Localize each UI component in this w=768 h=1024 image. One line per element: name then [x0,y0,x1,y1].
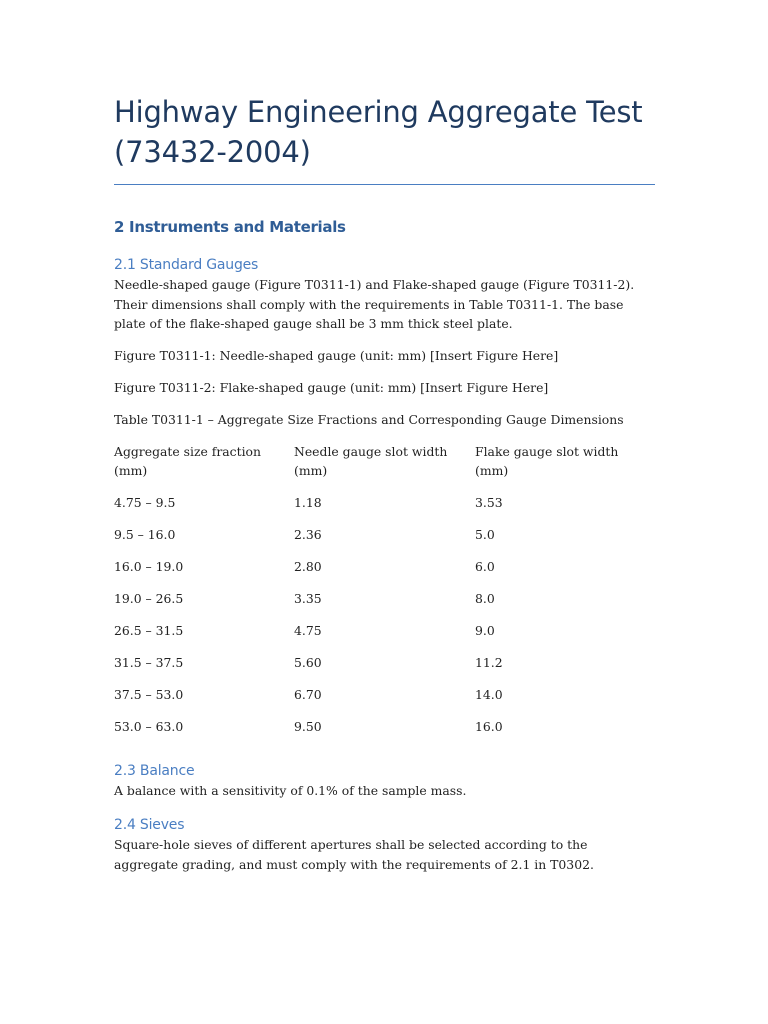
gauge-dimensions-table [114,442,654,749]
cell-size-fraction: 26.5 – 31.5 [114,622,184,638]
cell-flake-width: 6.0 [475,558,495,574]
standard-gauges-paragraph: Needle-shaped gauge (Figure T0311-1) and Flake-shaped gauge (Figure T0311-2). Their dimensions shall comply with the requirements in Table T0311-1. The base plate of the flake-shaped gauge shall be 3 mm thick steel plate. [114,277,635,331]
table-row [114,621,654,653]
cell-needle-width: 1.18 [294,494,322,510]
title-line-2: (73432-2004) [114,135,311,169]
cell-flake-width: 3.53 [475,494,503,510]
table-row [114,653,654,685]
cell-size-fraction: 16.0 – 19.0 [114,558,184,574]
cell-needle-width: 6.70 [294,686,322,702]
cell-flake-width: 9.0 [475,622,495,638]
section-heading: 2 Instruments and Materials [114,218,346,236]
title-underline-rule [114,184,655,185]
cell-needle-width: 3.35 [294,590,322,606]
table-caption: Table T0311-1 – Aggregate Size Fractions and Corresponding Gauge Dimensions [114,411,624,427]
cell-size-fraction: 31.5 – 37.5 [114,654,184,670]
cell-flake-width: 16.0 [475,718,503,734]
figure-2-caption: Figure T0311-2: Flake-shaped gauge (unit: mm) [Insert Figure Here] [114,379,549,395]
cell-needle-width: 2.80 [294,558,322,574]
document-page [114,92,654,874]
cell-needle-width: 5.60 [294,654,322,670]
subsection-heading-2-4: 2.4 Sieves [114,817,185,833]
table-row [114,685,654,717]
table-header-row [114,442,654,493]
cell-flake-width: 8.0 [475,590,495,606]
cell-size-fraction: 4.75 – 9.5 [114,494,176,510]
table-row [114,525,654,557]
balance-paragraph: A balance with a sensitivity of 0.1% of the sample mass. [114,782,467,798]
table-row [114,493,654,525]
cell-needle-width: 9.50 [294,718,322,734]
cell-needle-width: 4.75 [294,622,322,638]
cell-size-fraction: 9.5 – 16.0 [114,526,176,542]
title-line-1: Highway Engineering Aggregate Test [114,95,643,129]
cell-flake-width: 11.2 [475,654,503,670]
table-row [114,557,654,589]
header-needle-slot-width: Needle gauge slot width (mm) [294,443,448,478]
subsection-heading-2-1: 2.1 Standard Gauges [114,257,259,273]
cell-flake-width: 14.0 [475,686,503,702]
cell-flake-width: 5.0 [475,526,495,542]
sieves-paragraph: Square-hole sieves of different apertures shall be selected according to the aggregate grading, and must comply with the requirements of 2.1 in T0302. [114,837,594,872]
cell-size-fraction: 53.0 – 63.0 [114,718,184,734]
header-flake-slot-width: Flake gauge slot width (mm) [475,443,619,478]
table-row [114,589,654,621]
table-row [114,717,654,749]
header-size-fraction: Aggregate size fraction (mm) [114,443,261,478]
cell-needle-width: 2.36 [294,526,322,542]
document-title [114,92,654,172]
figure-1-caption: Figure T0311-1: Needle-shaped gauge (unit: mm) [Insert Figure Here] [114,347,559,363]
subsection-heading-2-3: 2.3 Balance [114,762,195,779]
cell-size-fraction: 19.0 – 26.5 [114,590,184,606]
cell-size-fraction: 37.5 – 53.0 [114,686,184,702]
